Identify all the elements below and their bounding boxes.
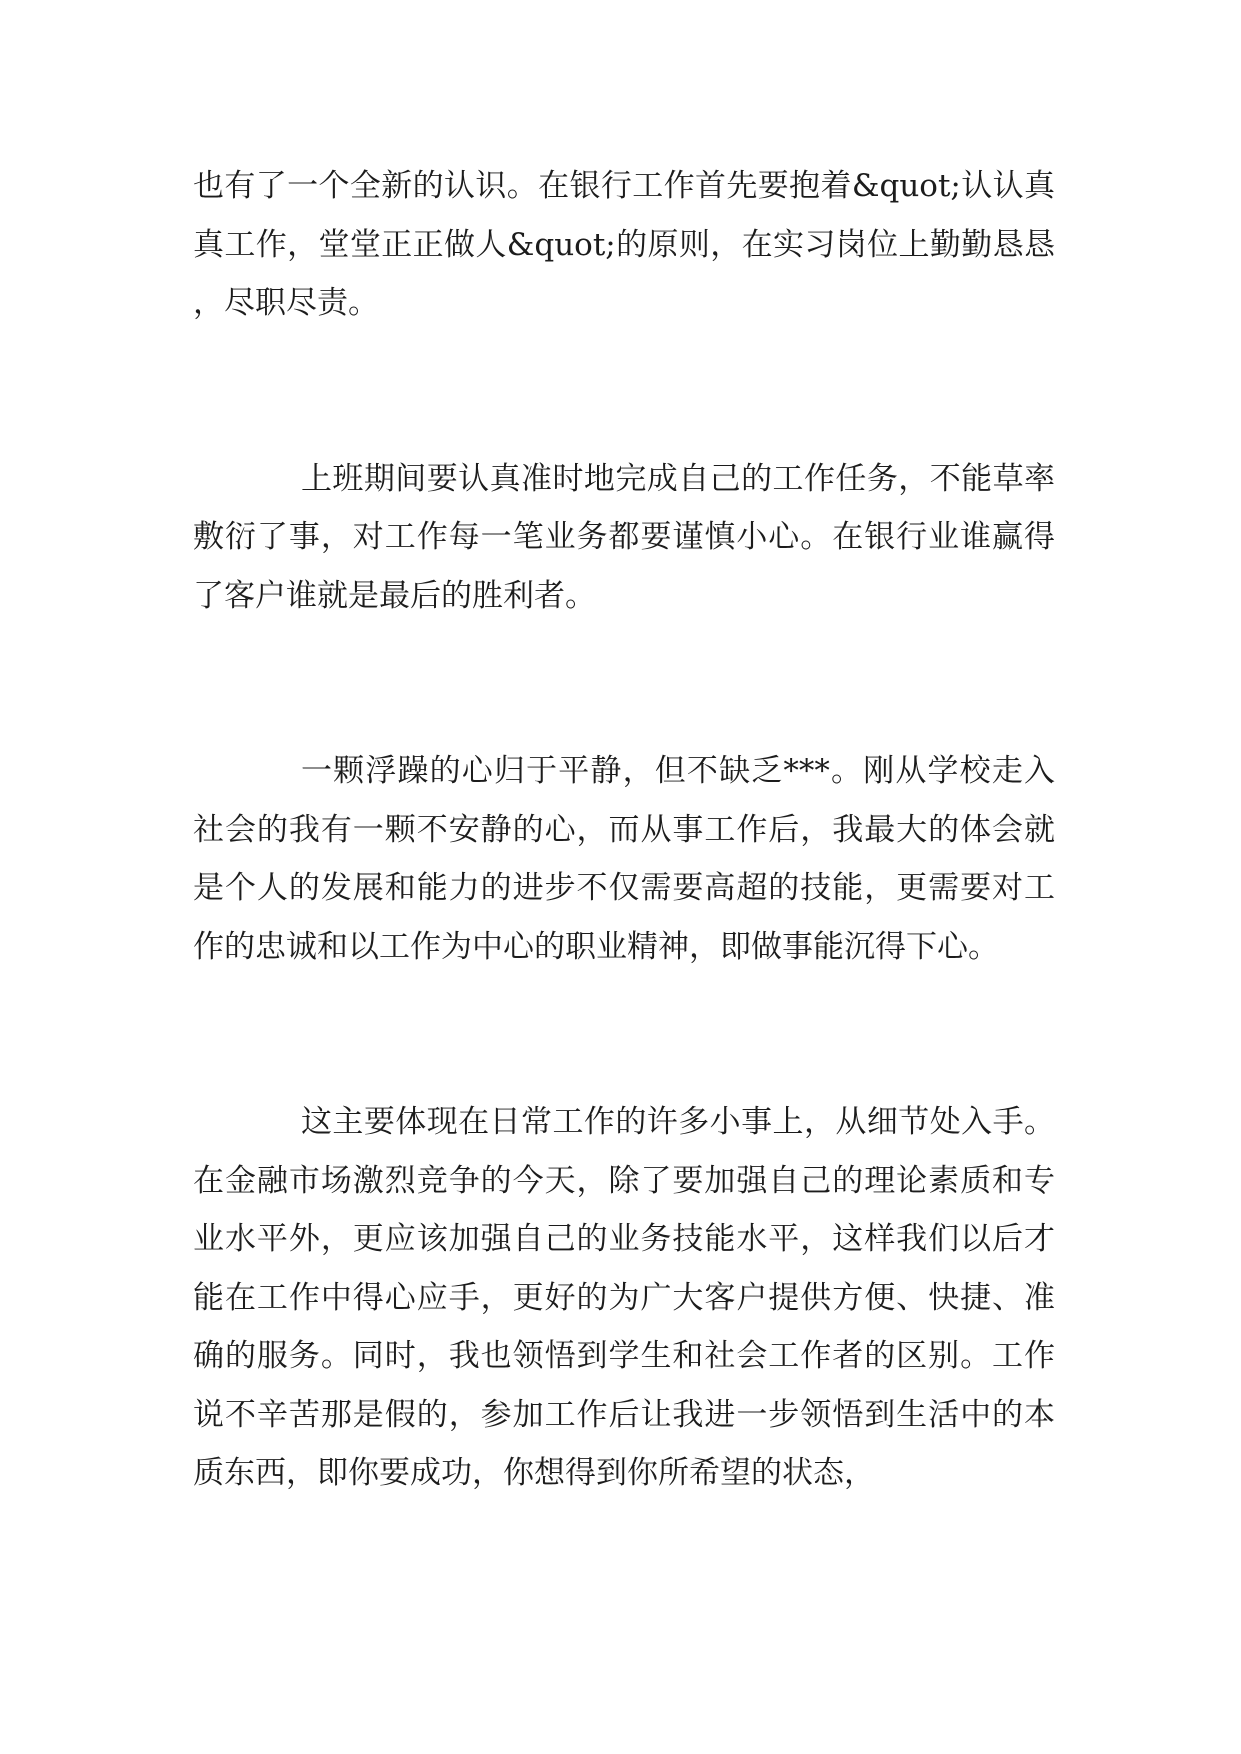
paragraph-4: 这主要体现在日常工作的许多小事上，从细节处入手。在金融市场激烈竞争的今天，除了要加强自己的理论素质和专业水平外，更应该加强自己的业务技能水平，这样我们以后才能在工作中得心应手，更好的为广大客户提供方便、快捷、准确的服务。同时，我也领悟到学生和社会工作者的区别。工作说不辛苦那是假的，参加工作后让我进一步领悟到生活中的本质东西，即你要成功，你想得到你所希望的状态，: [193, 1104, 1055, 1491]
body-text: [193, 157, 1055, 1503]
paragraph-3: 一颗浮躁的心归于平静，但不缺乏***。刚从学校走入社会的我有一颗不安静的心，而从事工作后，我最大的体会就是个人的发展和能力的进步不仅需要高超的技能，更需要对工作的忠诚和以工作为中心的职业精神，即做事能沉得下心。: [193, 753, 1055, 965]
paragraph-1: 也有了一个全新的认识。在银行工作首先要抱着&quot;认认真真工作，堂堂正正做人&quot;的原则，在实习岗位上勤勤恳恳，尽职尽责。: [193, 168, 1055, 321]
paragraph-2: 上班期间要认真准时地完成自己的工作任务，不能草率敷衍了事，对工作每一笔业务都要谨慎小心。在银行业谁赢得了客户谁就是最后的胜利者。: [193, 460, 1055, 614]
